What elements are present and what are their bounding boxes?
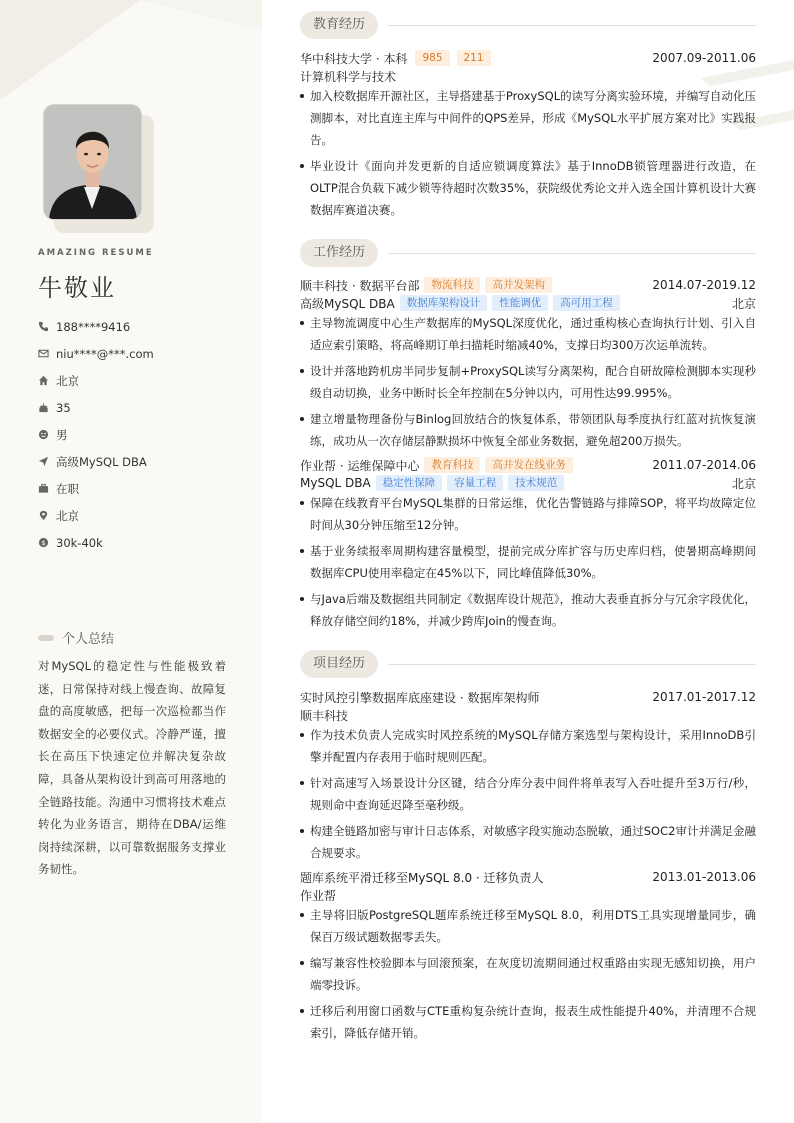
work-section-heading [300,239,756,267]
project-1-header [300,688,756,706]
section-divider [388,664,756,665]
summary-heading [38,628,114,647]
job-1-date: 2014.07-2019.12 [652,278,756,292]
contact-position [38,448,248,475]
education-date: 2007.09-2011.06 [652,51,756,65]
job-2-role-tag: 容量工程 [447,475,503,491]
job-2-city: 北京 [731,476,756,491]
education-school: 华中科技大学 · 本科 [300,51,408,66]
list-item: 构建全链路加密与审计日志体系，对敏感字段实施动态脱敏，通过SOC2审计并满足金融合规要求。 [300,820,756,864]
project-2-org: 作业帮 [300,888,337,903]
education-tag-985: 985 [415,50,449,66]
list-item: 毕业设计《面向并发更新的自适应锁调度算法》基于InnoDB锁管理器进行改造，在OLTP混合负载下减少锁等待超时次数35%，获院级优秀论文并入选全国计算机设计大赛数据库赛道决赛。 [300,155,756,221]
salary-icon [38,537,49,548]
job-2-company-tag: 高并发在线业务 [485,457,573,473]
education-section-heading [300,11,756,39]
contact-phone [38,313,248,340]
candidate-name: 牛敬业 [38,274,116,302]
summary-heading-marker [38,635,54,641]
list-item: 与Java后端及数据组共同制定《数据库设计规范》，推动大表垂直拆分与冗余字段优化，释放存储空间约18%，并减少跨库Join的慢查询。 [300,588,756,632]
project-2-date: 2013.01-2013.06 [652,870,756,884]
contact-target-city [38,502,248,529]
list-item: 迁移后利用窗口函数与CTE重构复杂统计查询，报表生成性能提升40%，并清理不合规索引，降低存储开销。 [300,1000,756,1044]
project-1-bullets [300,724,756,868]
send-icon [38,456,49,467]
contact-hometown [38,367,248,394]
contact-age-value: 35 [56,400,71,415]
list-item: 设计并落地跨机房半同步复制+ProxySQL读写分离架构，配合自研故障检测脚本实现秒级自动切换，业务中断时长全年控制在5分钟以内，可用性达99.995%。 [300,360,756,404]
project-1-name: 实时风控引擎数据库底座建设 · 数据库架构师 [300,690,540,705]
job-1-header [300,276,756,294]
job-1-city: 北京 [731,296,756,311]
contact-age [38,394,248,421]
contact-gender-value: 男 [56,427,68,442]
mail-icon [38,348,49,359]
project-2-header [300,868,756,886]
project-1-org: 顺丰科技 [300,708,349,723]
job-2-company: 作业帮 · 运维保障中心 [300,458,420,473]
education-major: 计算机科学与技术 [300,69,397,84]
phone-icon [38,321,49,332]
job-1-role: 高级MySQL DBA [300,296,395,311]
section-divider [388,253,756,254]
list-item: 建立增量物理备份与Binlog回放结合的恢复体系，带领团队每季度执行红蓝对抗恢复演练，成功从一次存储层静默损坏中恢复全部业务数据，避免超200万损失。 [300,408,756,452]
cake-icon [38,402,49,413]
projects-section-title: 项目经历 [300,650,378,678]
contact-gender [38,421,248,448]
work-section-title: 工作经历 [300,239,378,267]
job-2-role-line [300,474,756,492]
contact-status-value: 在职 [56,481,79,496]
briefcase-icon [38,483,49,494]
summary-text: 对MySQL的稳定性与性能极致着迷，日常保持对线上慢查询、故障复盘的高度敏感，把每一次巡检都当作数据安全的必要仪式。冷静严谨，擅长在高压下快速定位并解决复杂故障，具备从架构设计到高可用落地的全链路技能。沟通中习惯将技术难点转化为业务语言，期待在DBA/运维岗持续深耕，以可靠数据服务支撑业务韧性。 [38,659,226,877]
list-item: 作为技术负责人完成实时风控系统的MySQL存储方案选型与架构设计，采用InnoDB引擎并配置内存表用于临时规则匹配。 [300,724,756,768]
list-item: 编写兼容性校验脚本与回滚预案，在灰度切流期间通过权重路由实现无感知切换，用户端零投诉。 [300,952,756,996]
list-item: 主导将旧版PostgreSQL题库系统迁移至MySQL 8.0，利用DTS工具实现增量同步，确保百万级试题数据零丢失。 [300,904,756,948]
contact-salary-value: 30k-40k [56,535,103,550]
contact-status [38,475,248,502]
job-2-role-tag: 稳定性保障 [376,475,443,491]
job-1-company: 顺丰科技 · 数据平台部 [300,278,420,293]
project-1-date: 2017.01-2017.12 [652,690,756,704]
contact-email [38,340,248,367]
summary-title: 个人总结 [62,632,115,647]
resume-tagline: AMAZING RESUME [38,248,154,258]
job-1-bullets [300,312,756,456]
project-1-org-line [300,706,756,724]
job-2-company-tag: 教育科技 [424,457,480,473]
job-1-role-line [300,294,756,312]
education-entry-header [300,49,756,67]
education-tag-211: 211 [457,50,491,66]
sidebar [0,0,262,1123]
contact-position-value: 高级MySQL DBA [56,454,147,469]
job-2-role-tag: 技术规范 [508,475,564,491]
job-1-role-tag: 高可用工程 [553,295,620,311]
job-1-company-tag: 高并发架构 [485,277,552,293]
job-1-company-tag: 物流科技 [424,277,480,293]
list-item: 针对高速写入场景设计分区键，结合分库分表中间件将单表写入吞吐提升至3万行/秒，规则命中查询延迟降至毫秒级。 [300,772,756,816]
person-icon [38,429,49,440]
contact-email-value: niu****@***.com [56,346,154,361]
projects-section-heading [300,650,756,678]
education-major-line [300,67,756,85]
job-2-date: 2011.07-2014.06 [652,458,756,472]
job-2-role: MySQL DBA [300,476,371,490]
project-2-name: 题库系统平滑迁移至MySQL 8.0 · 迁移负责人 [300,870,544,885]
job-1-role-tag: 数据库架构设计 [400,295,488,311]
svg-text:$: $ [41,538,46,547]
avatar-photo [44,105,141,219]
corner-decoration [0,0,262,110]
contact-salary [38,529,248,556]
list-item: 基于业务续报率周期构建容量模型，提前完成分库扩容与历史库归档，使暑期高峰期间数据库CPU使用率稳定在45%以下，同比峰值降低30%。 [300,540,756,584]
education-bullets [300,85,756,225]
job-2-header [300,456,756,474]
education-section-title: 教育经历 [300,11,378,39]
contact-hometown-value: 北京 [56,373,79,388]
list-item: 保障在线教育平台MySQL集群的日常运维，优化告警链路与排障SOP，将平均故障定位时间从30分钟压缩至12分钟。 [300,492,756,536]
job-1-role-tag: 性能调优 [492,295,548,311]
list-item: 加入校数据库开源社区，主导搭建基于ProxySQL的读写分离实验环境，并编写自动化压测脚本，对比直连主库与中间件的QPS差异，形成《MySQL水平扩展方案对比》实践报告。 [300,85,756,151]
project-2-bullets [300,904,756,1048]
contact-target-city-value: 北京 [56,508,79,523]
location-pin-icon [38,510,49,521]
project-2-org-line [300,886,756,904]
contact-phone-value: 188****9416 [56,319,131,334]
section-divider [388,25,756,26]
job-2-bullets [300,492,756,636]
avatar [44,105,141,219]
home-icon [38,375,49,386]
contact-list [38,313,248,556]
list-item: 主导物流调度中心生产数据库的MySQL深度优化，通过重构核心查询执行计划、引入自适应索引策略，将高峰期订单扫描耗时缩减40%，支撑日均300万次运单流转。 [300,312,756,356]
